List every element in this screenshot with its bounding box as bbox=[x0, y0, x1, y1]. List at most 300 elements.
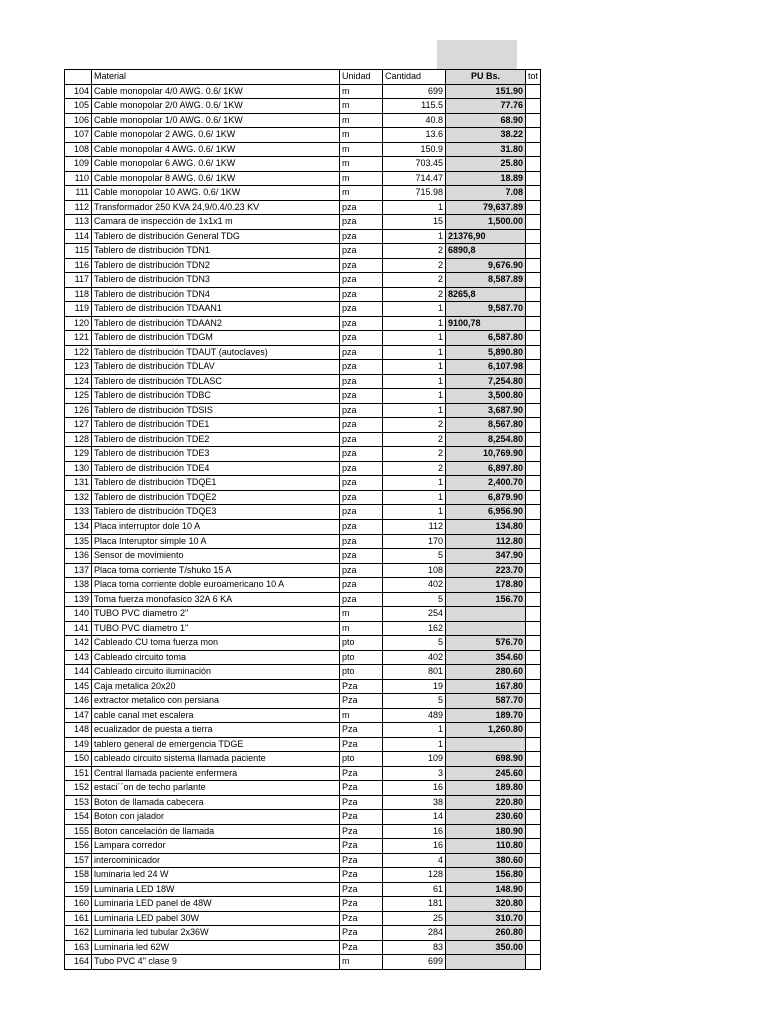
table-row bbox=[65, 316, 541, 331]
row-unidad: Pza bbox=[340, 810, 383, 825]
row-material: Tablero de distribución TDBC bbox=[92, 389, 340, 404]
row-cantidad: 19 bbox=[383, 679, 446, 694]
row-material: Tablero de distribución TDE3 bbox=[92, 447, 340, 462]
table-row bbox=[65, 824, 541, 839]
row-cantidad: 1 bbox=[383, 723, 446, 738]
row-tot bbox=[526, 752, 541, 767]
table-row bbox=[65, 374, 541, 389]
table-row bbox=[65, 679, 541, 694]
row-tot bbox=[526, 897, 541, 912]
row-cantidad: 83 bbox=[383, 940, 446, 955]
row-unidad: pza bbox=[340, 403, 383, 418]
row-tot bbox=[526, 810, 541, 825]
row-material: Tablero de distribución TDQE2 bbox=[92, 490, 340, 505]
row-unidad: m bbox=[340, 99, 383, 114]
row-cantidad: 703.45 bbox=[383, 157, 446, 172]
row-cantidad: 1 bbox=[383, 200, 446, 215]
table-row bbox=[65, 955, 541, 970]
row-unidad: m bbox=[340, 142, 383, 157]
row-pu: 18.89 bbox=[446, 171, 526, 186]
row-cantidad: 4 bbox=[383, 853, 446, 868]
row-material: ecualizador de puesta a tierra bbox=[92, 723, 340, 738]
row-index: 132 bbox=[65, 490, 92, 505]
row-unidad: Pza bbox=[340, 737, 383, 752]
row-tot bbox=[526, 273, 541, 288]
row-pu: 220.80 bbox=[446, 795, 526, 810]
row-cantidad: 1 bbox=[383, 737, 446, 752]
table-row bbox=[65, 302, 541, 317]
row-tot bbox=[526, 418, 541, 433]
row-material: Cable monopolar 6 AWG. 0.6/ 1KW bbox=[92, 157, 340, 172]
row-cantidad: 16 bbox=[383, 824, 446, 839]
header-tot: tot bbox=[526, 70, 541, 85]
row-unidad: m bbox=[340, 128, 383, 143]
row-tot bbox=[526, 389, 541, 404]
row-cantidad: 2 bbox=[383, 244, 446, 259]
row-index: 117 bbox=[65, 273, 92, 288]
row-material: Cable monopolar 10 AWG. 0.6/ 1KW bbox=[92, 186, 340, 201]
row-pu: 380.60 bbox=[446, 853, 526, 868]
row-unidad: pza bbox=[340, 389, 383, 404]
table-row bbox=[65, 490, 541, 505]
table-row bbox=[65, 505, 541, 520]
price-column-header-fill bbox=[437, 40, 517, 70]
row-cantidad: 25 bbox=[383, 911, 446, 926]
row-index: 134 bbox=[65, 519, 92, 534]
table-row bbox=[65, 563, 541, 578]
row-material: Cable monopolar 4 AWG. 0.6/ 1KW bbox=[92, 142, 340, 157]
header-pu: PU Bs. bbox=[446, 70, 526, 85]
table-row bbox=[65, 882, 541, 897]
row-pu: 21376,90 bbox=[446, 229, 526, 244]
row-material: Tablero de distribución TDLASC bbox=[92, 374, 340, 389]
row-index: 131 bbox=[65, 476, 92, 491]
row-index: 154 bbox=[65, 810, 92, 825]
row-cantidad: 1 bbox=[383, 389, 446, 404]
row-index: 130 bbox=[65, 461, 92, 476]
table-row bbox=[65, 345, 541, 360]
table-row bbox=[65, 650, 541, 665]
row-tot bbox=[526, 563, 541, 578]
row-material: Cable monopolar 1/0 AWG. 0.6/ 1KW bbox=[92, 113, 340, 128]
row-material: cableado circuito sistema llamada paciente bbox=[92, 752, 340, 767]
row-tot bbox=[526, 694, 541, 709]
row-tot bbox=[526, 708, 541, 723]
table-row bbox=[65, 868, 541, 883]
row-tot bbox=[526, 911, 541, 926]
row-unidad: Pza bbox=[340, 795, 383, 810]
row-unidad: pza bbox=[340, 490, 383, 505]
row-tot bbox=[526, 476, 541, 491]
row-unidad: pto bbox=[340, 636, 383, 651]
table-row bbox=[65, 461, 541, 476]
row-index: 155 bbox=[65, 824, 92, 839]
row-pu: 6890,8 bbox=[446, 244, 526, 259]
row-index: 145 bbox=[65, 679, 92, 694]
row-unidad: m bbox=[340, 171, 383, 186]
row-index: 106 bbox=[65, 113, 92, 128]
row-pu: 6,107.98 bbox=[446, 360, 526, 375]
row-tot bbox=[526, 302, 541, 317]
row-tot bbox=[526, 374, 541, 389]
row-cantidad: 715.98 bbox=[383, 186, 446, 201]
table-row bbox=[65, 694, 541, 709]
row-cantidad: 170 bbox=[383, 534, 446, 549]
header-row bbox=[65, 70, 541, 85]
row-cantidad: 801 bbox=[383, 665, 446, 680]
row-tot bbox=[526, 258, 541, 273]
row-material: Transformador 250 KVA 24,9/0.4/0.23 KV bbox=[92, 200, 340, 215]
row-tot bbox=[526, 766, 541, 781]
row-tot bbox=[526, 621, 541, 636]
table-row bbox=[65, 737, 541, 752]
row-unidad: pza bbox=[340, 432, 383, 447]
row-material: Placa toma corriente doble euroamericano 10 A bbox=[92, 578, 340, 593]
row-material: Cable monopolar 2 AWG. 0.6/ 1KW bbox=[92, 128, 340, 143]
row-cantidad: 150.9 bbox=[383, 142, 446, 157]
row-pu: 25.80 bbox=[446, 157, 526, 172]
row-tot bbox=[526, 505, 541, 520]
row-pu bbox=[446, 607, 526, 622]
row-material: Luminaria led 62W bbox=[92, 940, 340, 955]
row-tot bbox=[526, 650, 541, 665]
row-material: Tablero de distribución TDQE3 bbox=[92, 505, 340, 520]
row-cantidad: 402 bbox=[383, 578, 446, 593]
row-index: 120 bbox=[65, 316, 92, 331]
row-index: 135 bbox=[65, 534, 92, 549]
row-tot bbox=[526, 578, 541, 593]
table-row bbox=[65, 432, 541, 447]
row-unidad: pza bbox=[340, 592, 383, 607]
row-cantidad: 5 bbox=[383, 636, 446, 651]
row-cantidad: 181 bbox=[383, 897, 446, 912]
row-unidad: pza bbox=[340, 563, 383, 578]
row-index: 129 bbox=[65, 447, 92, 462]
table-row bbox=[65, 258, 541, 273]
row-tot bbox=[526, 839, 541, 854]
row-index: 162 bbox=[65, 926, 92, 941]
row-pu: 156.70 bbox=[446, 592, 526, 607]
table-row bbox=[65, 766, 541, 781]
row-pu: 698.90 bbox=[446, 752, 526, 767]
row-cantidad: 1 bbox=[383, 374, 446, 389]
row-index: 161 bbox=[65, 911, 92, 926]
row-material: Boton con jalador bbox=[92, 810, 340, 825]
row-material: cable canal met escalera bbox=[92, 708, 340, 723]
table-row bbox=[65, 853, 541, 868]
row-material: Tablero de distribución TDAAN1 bbox=[92, 302, 340, 317]
row-index: 133 bbox=[65, 505, 92, 520]
row-material: Lampara corredor bbox=[92, 839, 340, 854]
row-unidad: pza bbox=[340, 374, 383, 389]
row-cantidad: 16 bbox=[383, 781, 446, 796]
row-unidad: pza bbox=[340, 549, 383, 564]
row-unidad: m bbox=[340, 113, 383, 128]
row-cantidad: 162 bbox=[383, 621, 446, 636]
row-tot bbox=[526, 795, 541, 810]
row-index: 128 bbox=[65, 432, 92, 447]
row-cantidad: 128 bbox=[383, 868, 446, 883]
row-index: 147 bbox=[65, 708, 92, 723]
row-unidad: pto bbox=[340, 650, 383, 665]
row-cantidad: 1 bbox=[383, 505, 446, 520]
row-pu: 230.60 bbox=[446, 810, 526, 825]
table-row bbox=[65, 99, 541, 114]
row-cantidad: 14 bbox=[383, 810, 446, 825]
row-index: 109 bbox=[65, 157, 92, 172]
row-cantidad: 2 bbox=[383, 432, 446, 447]
row-index: 163 bbox=[65, 940, 92, 955]
row-pu: 576.70 bbox=[446, 636, 526, 651]
row-pu: 310.70 bbox=[446, 911, 526, 926]
row-pu: 245.60 bbox=[446, 766, 526, 781]
row-cantidad: 5 bbox=[383, 549, 446, 564]
row-unidad: pza bbox=[340, 461, 383, 476]
row-material: Tablero de distribución TDGM bbox=[92, 331, 340, 346]
row-unidad: pza bbox=[340, 534, 383, 549]
row-cantidad: 699 bbox=[383, 955, 446, 970]
row-pu: 151.90 bbox=[446, 84, 526, 99]
row-index: 158 bbox=[65, 868, 92, 883]
row-material: Tablero de distribución TDAAN2 bbox=[92, 316, 340, 331]
row-material: Luminaria LED pabel 30W bbox=[92, 911, 340, 926]
row-index: 152 bbox=[65, 781, 92, 796]
table-row bbox=[65, 795, 541, 810]
row-pu: 68.90 bbox=[446, 113, 526, 128]
row-unidad: pza bbox=[340, 273, 383, 288]
row-pu: 260.80 bbox=[446, 926, 526, 941]
row-tot bbox=[526, 331, 541, 346]
row-material: Tablero de distribución TDN3 bbox=[92, 273, 340, 288]
row-cantidad: 112 bbox=[383, 519, 446, 534]
row-tot bbox=[526, 737, 541, 752]
row-index: 149 bbox=[65, 737, 92, 752]
row-material: Tablero de distribución TDN1 bbox=[92, 244, 340, 259]
row-index: 114 bbox=[65, 229, 92, 244]
table-row bbox=[65, 273, 541, 288]
table-row bbox=[65, 534, 541, 549]
table-row bbox=[65, 403, 541, 418]
row-unidad: Pza bbox=[340, 781, 383, 796]
row-unidad: m bbox=[340, 621, 383, 636]
row-index: 136 bbox=[65, 549, 92, 564]
row-pu: 134.80 bbox=[446, 519, 526, 534]
row-pu: 189.80 bbox=[446, 781, 526, 796]
row-index: 127 bbox=[65, 418, 92, 433]
row-unidad: pza bbox=[340, 244, 383, 259]
row-pu: 320.80 bbox=[446, 897, 526, 912]
row-pu: 350.00 bbox=[446, 940, 526, 955]
row-material: Tablero de distribución TDN2 bbox=[92, 258, 340, 273]
row-pu: 587.70 bbox=[446, 694, 526, 709]
row-tot bbox=[526, 142, 541, 157]
row-cantidad: 2 bbox=[383, 461, 446, 476]
row-material: Cableado circuito toma bbox=[92, 650, 340, 665]
row-index: 164 bbox=[65, 955, 92, 970]
row-tot bbox=[526, 679, 541, 694]
row-tot bbox=[526, 607, 541, 622]
row-pu: 9,676.90 bbox=[446, 258, 526, 273]
row-pu: 112.80 bbox=[446, 534, 526, 549]
row-index: 121 bbox=[65, 331, 92, 346]
table-row bbox=[65, 723, 541, 738]
row-cantidad: 5 bbox=[383, 592, 446, 607]
row-tot bbox=[526, 287, 541, 302]
row-cantidad: 13.6 bbox=[383, 128, 446, 143]
row-unidad: pza bbox=[340, 200, 383, 215]
row-unidad: Pza bbox=[340, 679, 383, 694]
row-index: 115 bbox=[65, 244, 92, 259]
row-unidad: pza bbox=[340, 345, 383, 360]
row-unidad: m bbox=[340, 607, 383, 622]
row-cantidad: 699 bbox=[383, 84, 446, 99]
row-material: Cable monopolar 2/0 AWG. 0.6/ 1KW bbox=[92, 99, 340, 114]
row-unidad: pza bbox=[340, 229, 383, 244]
table-row bbox=[65, 897, 541, 912]
row-index: 137 bbox=[65, 563, 92, 578]
row-index: 141 bbox=[65, 621, 92, 636]
row-tot bbox=[526, 128, 541, 143]
row-unidad: m bbox=[340, 157, 383, 172]
row-unidad: m bbox=[340, 186, 383, 201]
header-material: Material bbox=[92, 70, 340, 85]
row-cantidad: 284 bbox=[383, 926, 446, 941]
row-cantidad: 1 bbox=[383, 345, 446, 360]
row-pu: 7.08 bbox=[446, 186, 526, 201]
header-unidad: Unidad bbox=[340, 70, 383, 85]
table-row bbox=[65, 665, 541, 680]
table-row bbox=[65, 636, 541, 651]
header-cantidad: Cantidad bbox=[383, 70, 446, 85]
row-tot bbox=[526, 490, 541, 505]
row-tot bbox=[526, 84, 541, 99]
row-pu: 77.76 bbox=[446, 99, 526, 114]
row-index: 139 bbox=[65, 592, 92, 607]
row-index: 143 bbox=[65, 650, 92, 665]
row-tot bbox=[526, 345, 541, 360]
row-pu: 110.80 bbox=[446, 839, 526, 854]
row-unidad: Pza bbox=[340, 868, 383, 883]
row-material: Luminaria LED 18W bbox=[92, 882, 340, 897]
table-row bbox=[65, 607, 541, 622]
row-material: TUBO PVC diametro 2" bbox=[92, 607, 340, 622]
row-pu: 2,400.70 bbox=[446, 476, 526, 491]
row-index: 105 bbox=[65, 99, 92, 114]
row-unidad: pza bbox=[340, 287, 383, 302]
row-unidad: Pza bbox=[340, 694, 383, 709]
row-pu: 167.80 bbox=[446, 679, 526, 694]
row-cantidad: 1 bbox=[383, 360, 446, 375]
table-row bbox=[65, 476, 541, 491]
row-cantidad: 109 bbox=[383, 752, 446, 767]
row-material: Placa interruptor dole 10 A bbox=[92, 519, 340, 534]
row-tot bbox=[526, 99, 541, 114]
row-cantidad: 1 bbox=[383, 476, 446, 491]
row-pu: 280.60 bbox=[446, 665, 526, 680]
row-material: extractor metalico con persiana bbox=[92, 694, 340, 709]
row-index: 104 bbox=[65, 84, 92, 99]
table-row bbox=[65, 171, 541, 186]
table-row bbox=[65, 287, 541, 302]
row-material: tablero general de emergencia TDGE bbox=[92, 737, 340, 752]
row-cantidad: 2 bbox=[383, 258, 446, 273]
row-material: Tablero de distribución TDN4 bbox=[92, 287, 340, 302]
row-pu: 189.70 bbox=[446, 708, 526, 723]
row-material: Sensor de movimiento bbox=[92, 549, 340, 564]
table-row bbox=[65, 84, 541, 99]
row-cantidad: 5 bbox=[383, 694, 446, 709]
row-pu: 1,260.80 bbox=[446, 723, 526, 738]
row-unidad: pza bbox=[340, 302, 383, 317]
row-pu: 1,500.00 bbox=[446, 215, 526, 230]
row-unidad: pza bbox=[340, 360, 383, 375]
row-unidad: pza bbox=[340, 505, 383, 520]
row-tot bbox=[526, 534, 541, 549]
row-cantidad: 1 bbox=[383, 302, 446, 317]
row-pu: 10,769.90 bbox=[446, 447, 526, 462]
row-pu: 8,587.89 bbox=[446, 273, 526, 288]
row-pu: 38.22 bbox=[446, 128, 526, 143]
row-unidad: pza bbox=[340, 418, 383, 433]
row-material: Tablero de distribución General TDG bbox=[92, 229, 340, 244]
table-row bbox=[65, 752, 541, 767]
row-material: Tablero de distribución TDAUT (autoclaves) bbox=[92, 345, 340, 360]
row-tot bbox=[526, 940, 541, 955]
row-tot bbox=[526, 723, 541, 738]
table-row bbox=[65, 418, 541, 433]
row-pu: 9100,78 bbox=[446, 316, 526, 331]
row-cantidad: 714.47 bbox=[383, 171, 446, 186]
row-tot bbox=[526, 882, 541, 897]
row-material: Cableado circuito iluminación bbox=[92, 665, 340, 680]
table-row bbox=[65, 940, 541, 955]
row-cantidad: 2 bbox=[383, 418, 446, 433]
row-index: 153 bbox=[65, 795, 92, 810]
row-material: Luminaria LED panel de 48W bbox=[92, 897, 340, 912]
row-material: Placa Interuptor simple 10 A bbox=[92, 534, 340, 549]
row-cantidad: 15 bbox=[383, 215, 446, 230]
row-tot bbox=[526, 926, 541, 941]
row-pu: 31.80 bbox=[446, 142, 526, 157]
row-cantidad: 115.5 bbox=[383, 99, 446, 114]
row-cantidad: 1 bbox=[383, 229, 446, 244]
row-cantidad: 2 bbox=[383, 447, 446, 462]
row-index: 151 bbox=[65, 766, 92, 781]
row-unidad: pza bbox=[340, 578, 383, 593]
row-cantidad: 3 bbox=[383, 766, 446, 781]
row-pu: 8265,8 bbox=[446, 287, 526, 302]
row-tot bbox=[526, 432, 541, 447]
row-index: 142 bbox=[65, 636, 92, 651]
row-unidad: Pza bbox=[340, 853, 383, 868]
row-cantidad: 254 bbox=[383, 607, 446, 622]
row-unidad: Pza bbox=[340, 839, 383, 854]
row-pu: 178.80 bbox=[446, 578, 526, 593]
table-row bbox=[65, 157, 541, 172]
row-cantidad: 38 bbox=[383, 795, 446, 810]
row-unidad: pto bbox=[340, 752, 383, 767]
row-pu: 8,567.80 bbox=[446, 418, 526, 433]
row-index: 125 bbox=[65, 389, 92, 404]
row-tot bbox=[526, 186, 541, 201]
row-unidad: pza bbox=[340, 331, 383, 346]
table-row bbox=[65, 549, 541, 564]
row-index: 157 bbox=[65, 853, 92, 868]
row-pu: 6,587.80 bbox=[446, 331, 526, 346]
row-tot bbox=[526, 229, 541, 244]
row-pu: 347.90 bbox=[446, 549, 526, 564]
row-tot bbox=[526, 781, 541, 796]
